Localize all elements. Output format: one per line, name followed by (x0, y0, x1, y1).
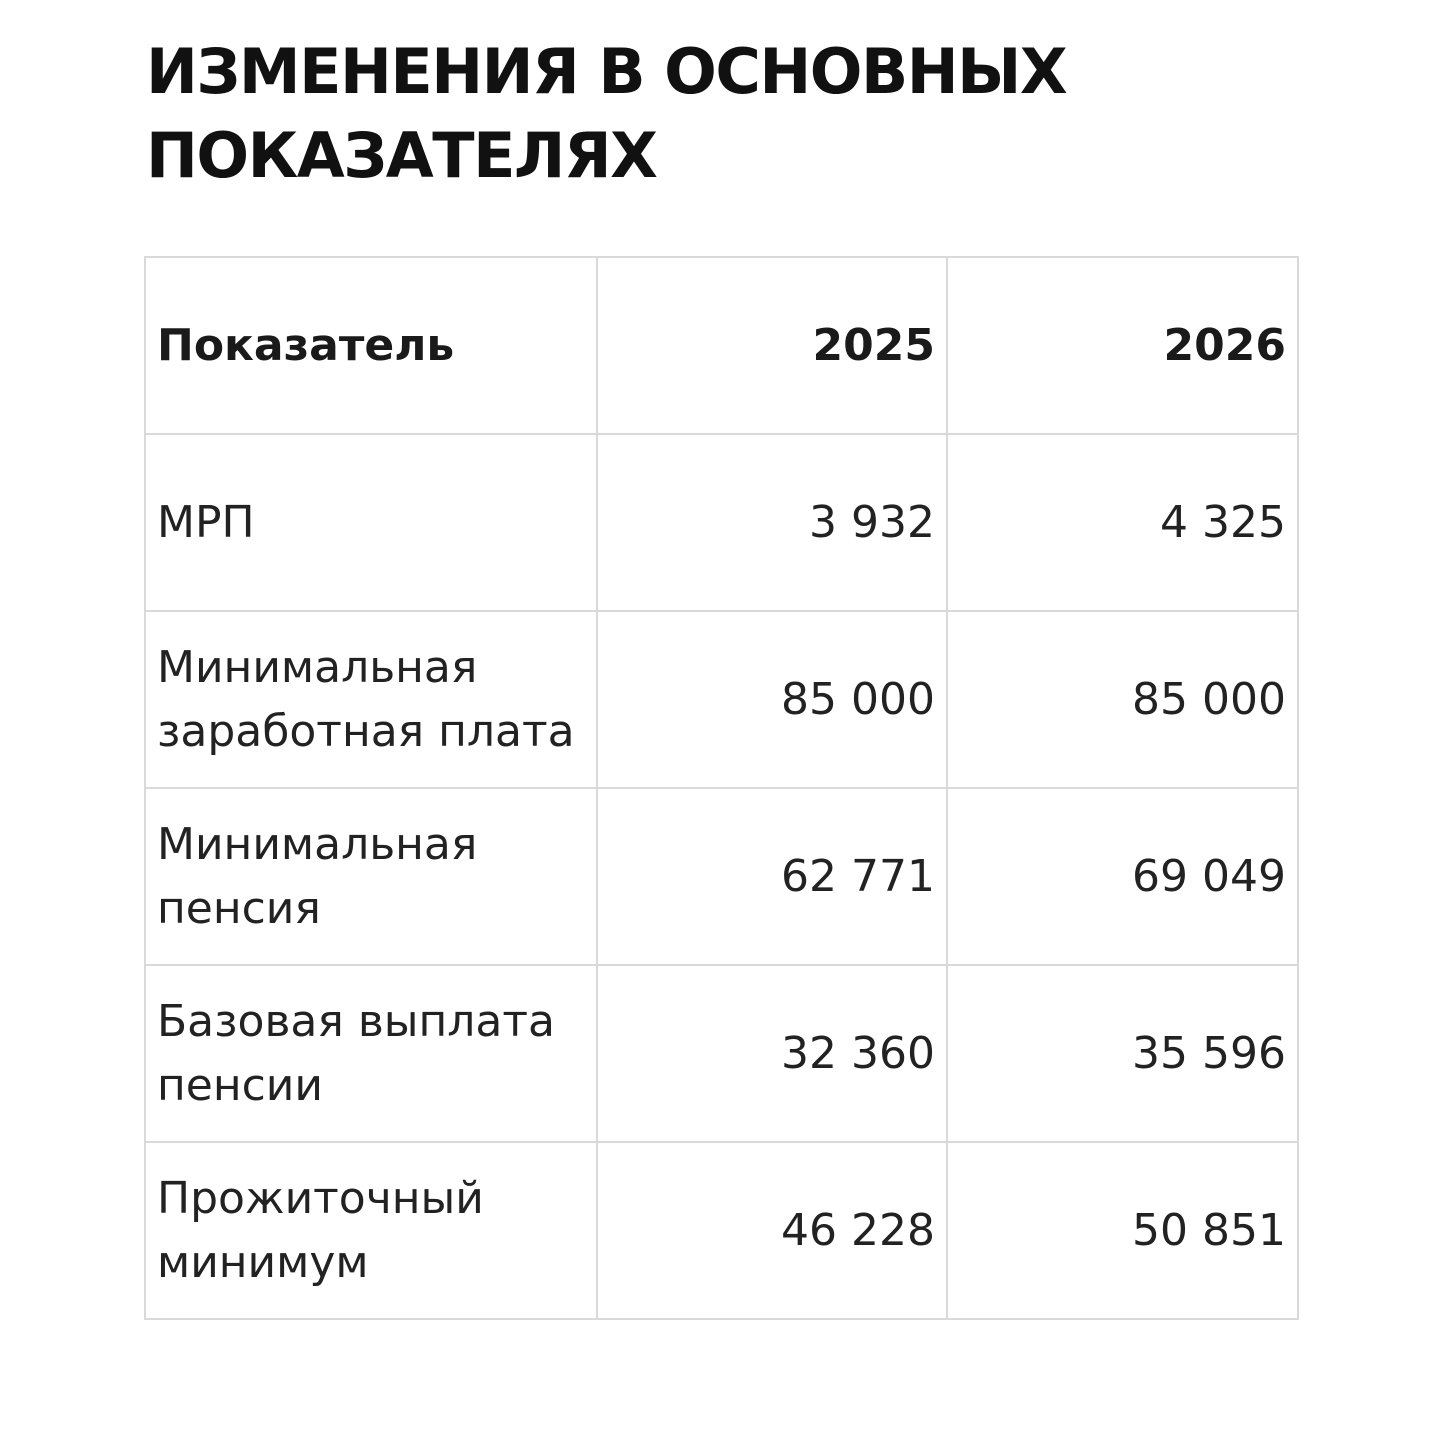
page-title (146, 30, 1346, 198)
table-row (145, 788, 1298, 965)
table-row (145, 965, 1298, 1142)
value-2025: 46 228 (597, 1142, 947, 1319)
value-2025: 3 932 (597, 434, 947, 611)
value-2026: 50 851 (947, 1142, 1298, 1319)
value-2026: 69 049 (947, 788, 1298, 965)
page-title-line-1: ИЗМЕНЕНИЯ В ОСНОВНЫХ (146, 35, 1067, 108)
indicator-name: МРП (145, 434, 597, 611)
value-2026: 4 325 (947, 434, 1298, 611)
indicator-name: Минимальная пенсия (145, 788, 597, 965)
indicators-table (144, 256, 1299, 1320)
table-body (145, 434, 1298, 1319)
table-row (145, 1142, 1298, 1319)
value-2025: 32 360 (597, 965, 947, 1142)
page-title-line-2: ПОКАЗАТЕЛЯХ (146, 119, 657, 192)
indicator-name: Базовая выплата пенсии (145, 965, 597, 1142)
indicator-name: Прожиточный минимум (145, 1142, 597, 1319)
value-2025: 62 771 (597, 788, 947, 965)
table-row (145, 611, 1298, 788)
column-header-2026: 2026 (947, 257, 1298, 434)
column-header-indicator: Показатель (145, 257, 597, 434)
table-header-row (145, 257, 1298, 434)
column-header-2025: 2025 (597, 257, 947, 434)
table-row (145, 434, 1298, 611)
value-2026: 35 596 (947, 965, 1298, 1142)
table-header (145, 257, 1298, 434)
value-2025: 85 000 (597, 611, 947, 788)
value-2026: 85 000 (947, 611, 1298, 788)
indicator-name: Минимальная заработная плата (145, 611, 597, 788)
